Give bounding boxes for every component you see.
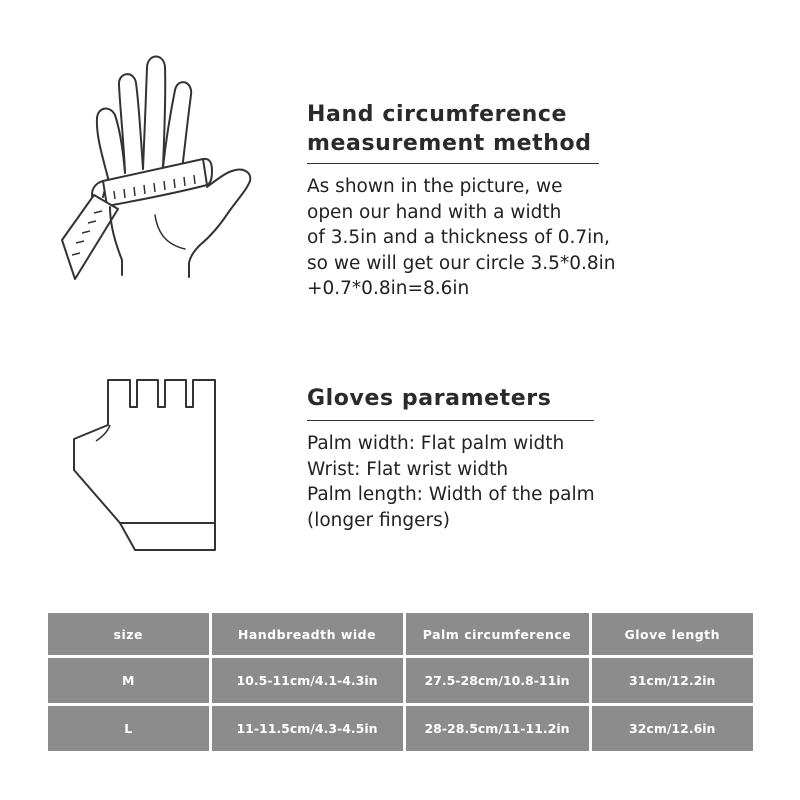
measurement-title-line-1: Hand circumference: [307, 102, 568, 127]
measurement-title-line-2: measurement method: [307, 131, 592, 156]
table-row: [48, 705, 753, 752]
gloves-title-divider: [307, 420, 594, 421]
measurement-method-description: [307, 174, 616, 302]
table-header-row: [48, 613, 753, 657]
gloves-text-line: Palm width: Flat palm width: [307, 433, 565, 454]
handbreadth-cell: 11-11.5cm/4.3-4.5in: [210, 705, 404, 752]
gloves-parameters-description: [307, 431, 595, 533]
size-cell: L: [48, 705, 210, 752]
measurement-text-line: so we will get our circle 3.5*0.8in: [307, 252, 616, 274]
table-row: [48, 657, 753, 705]
column-header-palm-circumference: Palm circumference: [404, 613, 590, 657]
column-header-size: size: [48, 613, 210, 657]
column-header-handbreadth: Handbreadth wide: [210, 613, 404, 657]
gloves-text-line: Palm length: Width of the palm: [307, 484, 595, 505]
gloves-text-line: Wrist: Flat wrist width: [307, 458, 509, 480]
column-header-glove-length: Glove length: [590, 613, 753, 657]
measurement-text-line: As shown in the picture, we: [307, 176, 563, 197]
measurement-text-line: +0.7*0.8in=8.6in: [307, 278, 470, 299]
gloves-title-text: Gloves parameters: [307, 386, 552, 411]
measurement-text-line: of 3.5in and a thickness of 0.7in,: [307, 227, 610, 248]
fingerless-glove-illustration: [60, 375, 230, 560]
gloves-text-line: (longer fingers): [307, 509, 450, 531]
size-chart-table: [48, 613, 753, 751]
glove-length-cell: 31cm/12.2in: [590, 657, 753, 705]
handbreadth-cell: 10.5-11cm/4.1-4.3in: [210, 657, 404, 705]
gloves-parameters-title: [307, 384, 551, 413]
measurement-title-divider: [307, 163, 599, 164]
palm-circumference-cell: 27.5-28cm/10.8-11in: [404, 657, 590, 705]
hand-measuring-tape-illustration: [40, 45, 270, 285]
measurement-text-line: open our hand with a width: [307, 201, 562, 223]
palm-circumference-cell: 28-28.5cm/11-11.2in: [404, 705, 590, 752]
size-cell: M: [48, 657, 210, 705]
glove-length-cell: 32cm/12.6in: [590, 705, 753, 752]
measurement-method-title: [307, 100, 592, 158]
